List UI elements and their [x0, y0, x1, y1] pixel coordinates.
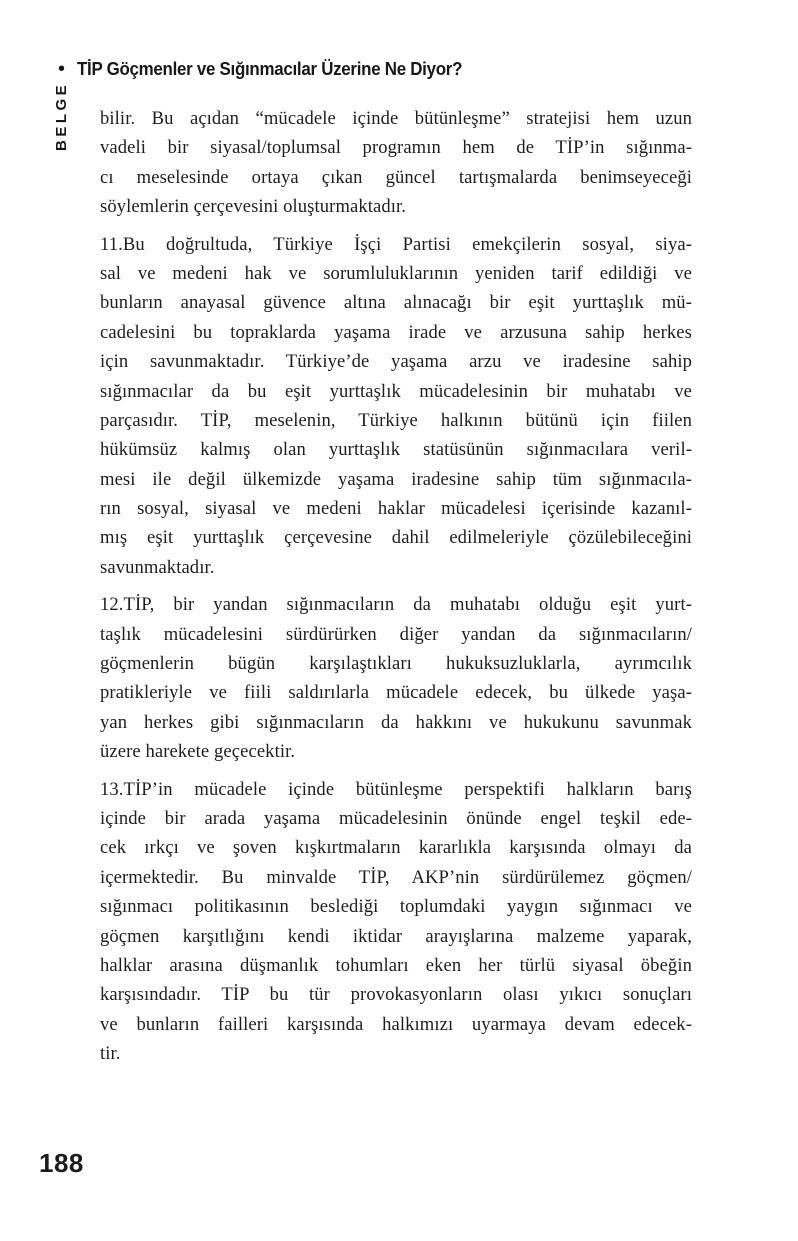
text-line: hükümsüz kalmış olan yurttaşlık statüsünün sığınmacılara veril-	[100, 439, 692, 461]
text-line: taşlık mücadelesini sürdürürken diğer yandan da sığınmacıların/	[100, 623, 692, 645]
running-header	[58, 58, 487, 80]
text-line: parçasıdır. TİP, meselenin, Türkiye halkının bütünü için fiilen	[100, 409, 692, 431]
bullet-icon: •	[58, 58, 66, 80]
text-line: mesi ile değil ülkemizde yaşama iradesine sahip tüm sığınmacıla-	[100, 468, 692, 490]
text-line: için savunmaktadır. Türkiye’de yaşama arzu ve iradesine sahip	[100, 351, 692, 373]
text-line: 12.TİP, bir yandan sığınmacıların da muhatabı olduğu eşit yurt-	[100, 594, 692, 616]
paragraph	[100, 104, 692, 222]
text-line: cı meselesinde ortaya çıkan güncel tartışmalarda benimseyeceği	[100, 166, 692, 188]
text-line: 13.TİP’in mücadele içinde bütünleşme perspektifi halkların barış	[100, 778, 692, 800]
text-line: söylemlerin çerçevesini oluşturmaktadır.	[100, 196, 407, 218]
text-line: sal ve medeni hak ve sorumluluklarının yeniden tarif edildiği ve	[100, 262, 692, 284]
text-line: göçmenlerin bügün karşılaştıkları hukuksuzluklarla, ayrımcılık	[100, 653, 692, 675]
text-line: sığınmacı politikasının beslediği toplumdaki yaygın sığınmacı ve	[100, 896, 692, 918]
text-line: rın sosyal, siyasal ve medeni haklar mücadelesi içerisinde kazanıl-	[100, 498, 692, 520]
text-line: bilir. Bu açıdan “mücadele içinde bütünleşme” stratejisi hem uzun	[100, 108, 692, 129]
text-line: üzere harekete geçecektir.	[100, 741, 296, 763]
text-line: cek ırkçı ve şoven kışkırtmaların kararlıkla karşısında olmayı da	[100, 837, 692, 859]
text-line: mış eşit yurttaşlık çerçevesine dahil edilmeleriyle çözülebileceğini	[100, 527, 692, 549]
text-line: tir.	[100, 1043, 121, 1065]
side-label-belge: BELGE	[53, 81, 70, 151]
text-line: sığınmacılar da bu eşit yurttaşlık mücadelesinin bir muhatabı ve	[100, 380, 692, 402]
text-line: göçmen karşıtlığını kendi iktidar arayışlarına malzeme yaparak,	[100, 925, 692, 947]
text-line: 11.Bu doğrultuda, Türkiye İşçi Partisi emekçilerin sosyal, siya-	[100, 233, 692, 255]
paragraph	[100, 590, 692, 766]
text-line: vadeli bir siyasal/toplumsal programın hem de TİP’in sığınma-	[100, 137, 692, 159]
paragraph	[100, 775, 692, 1069]
text-line: savunmaktadır.	[100, 556, 215, 578]
text-line: cadelesini bu topraklarda yaşama irade ve arzusuna sahip herkes	[100, 321, 692, 343]
text-line: bunların anayasal güvence altına alınacağı bir eşit yurttaşlık mü-	[100, 292, 692, 314]
chapter-header-title: TİP Göçmenler ve Sığınmacılar Üzerine Ne Diyor?	[77, 59, 463, 79]
text-line: karşısındadır. TİP bu tür provokasyonların olası yıkıcı sonuçları	[100, 984, 692, 1006]
paragraph	[100, 230, 692, 583]
text-line: pratikleriyle ve fiili saldırılarla mücadele edecek, bu ülkede yaşa-	[100, 682, 692, 704]
text-line: ve bunların failleri karşısında halkımızı uyarmaya devam edecek-	[100, 1013, 692, 1035]
body-text-column	[100, 104, 692, 1077]
text-line: içinde bir arada yaşama mücadelesinin önünde engel teşkil ede-	[100, 807, 692, 829]
text-line: içermektedir. Bu minvalde TİP, AKP’nin sürdürülemez göçmen/	[100, 866, 692, 888]
text-line: halklar arasına düşmanlık tohumları eken her türlü siyasal öbeğin	[100, 954, 692, 976]
page-number: 188	[39, 1148, 84, 1178]
text-line: yan herkes gibi sığınmacıların da hakkını ve hukukunu savunmak	[100, 711, 692, 733]
